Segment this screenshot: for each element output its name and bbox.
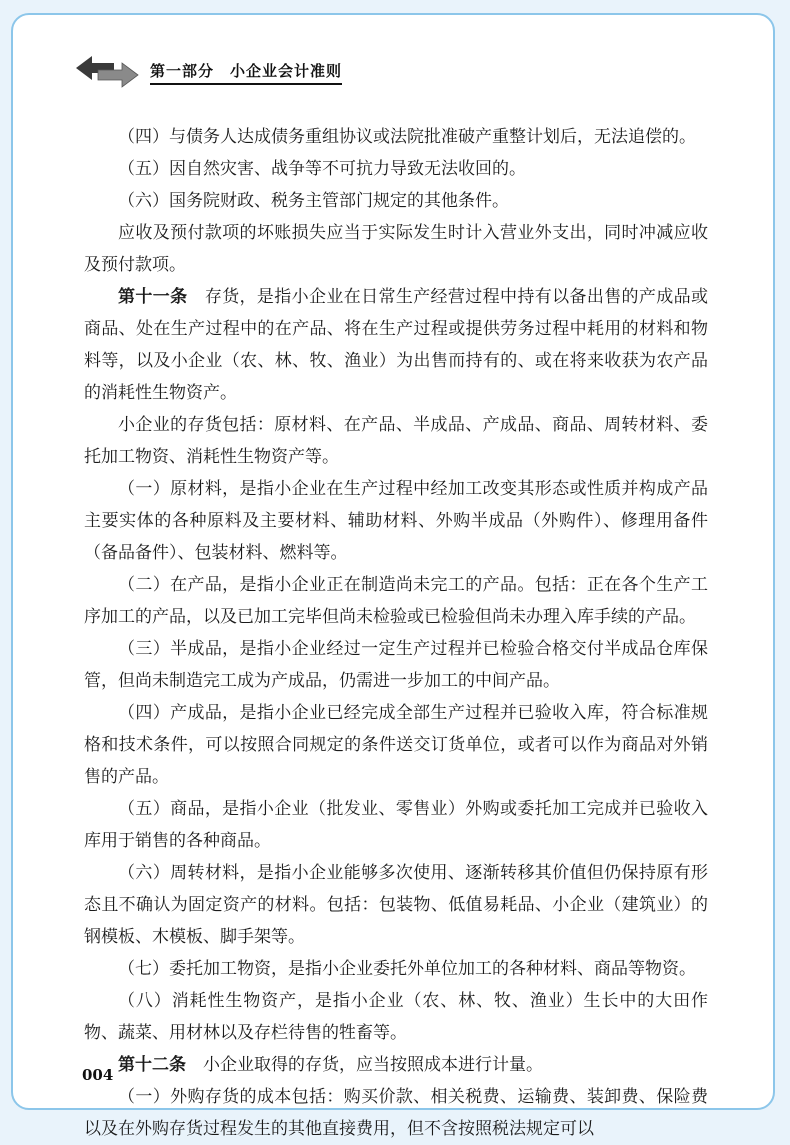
paragraph-text: 存货，是指小企业在日常生产经营过程中持有以备出售的产成品或商品、处在生产过程中的在产品、将在生产过程或提供劳务过程中耗用的材料和物料等，以及小企业（农、林、牧、渔业）为出售而持有的、或在将来收获为农产品的消耗性生物资产。 [84, 287, 709, 403]
paragraph-text: 应收及预付款项的坏账损失应当于实际发生时计入营业外支出，同时冲减应收及预付款项。 [84, 223, 708, 275]
paragraph [84, 217, 708, 281]
paragraph-text: 小企业的存货包括：原材料、在产品、半成品、产成品、商品、周转材料、委托加工物资、消耗性生物资产等。 [84, 415, 708, 467]
paragraph-text: （一）外购存货的成本包括：购买价款、相关税费、运输费、装卸费、保险费以及在外购存货过程发生的其他直接费用，但不含按照税法规定可以 [84, 1087, 708, 1139]
article-number: 第十二条 [118, 1055, 186, 1075]
paragraph-text: 小企业取得的存货，应当按照成本进行计量。 [186, 1055, 543, 1075]
paragraph [84, 857, 708, 953]
paragraph [84, 409, 708, 473]
paragraph-text: （五）因自然灾害、战争等不可抗力导致无法收回的。 [118, 159, 526, 179]
page-header [72, 52, 342, 92]
double-arrow-icon [72, 53, 142, 91]
page-number: 004 [82, 1066, 114, 1084]
paragraph [84, 633, 708, 697]
paragraph [84, 697, 708, 793]
paragraph-text: （七）委托加工物资，是指小企业委托外单位加工的各种材料、商品等物资。 [118, 959, 696, 979]
paragraph [84, 473, 708, 569]
paragraph-text: （六）国务院财政、税务主管部门规定的其他条件。 [118, 191, 509, 211]
paragraph [84, 153, 708, 185]
paragraph [84, 985, 708, 1049]
paragraph-text: （四）产成品，是指小企业已经完成全部生产过程并已验收入库，符合标准规格和技术条件，可以按照合同规定的条件送交订货单位，或者可以作为商品对外销售的产品。 [84, 703, 708, 787]
section-title: 第一部分 小企业会计准则 [150, 60, 342, 85]
paragraph [84, 793, 708, 857]
paragraph [84, 281, 708, 409]
paragraph [84, 185, 708, 217]
paragraph [84, 121, 708, 153]
paragraph-text: （六）周转材料，是指小企业能够多次使用、逐渐转移其价值但仍保持原有形态且不确认为固定资产的材料。包括：包装物、低值易耗品、小企业（建筑业）的钢模板、木模板、脚手架等。 [84, 863, 708, 947]
paragraph-text: （八）消耗性生物资产，是指小企业（农、林、牧、渔业）生长中的大田作物、蔬菜、用材林以及存栏待售的牲畜等。 [84, 991, 708, 1043]
paragraph [84, 953, 708, 985]
paragraph-text: （一）原材料，是指小企业在生产过程中经加工改变其形态或性质并构成产品主要实体的各种原料及主要材料、辅助材料、外购半成品（外购件）、修理用备件（备品备件）、包装材料、燃料等。 [84, 479, 708, 563]
paragraph [84, 569, 708, 633]
paragraph [84, 1049, 708, 1081]
paragraph-text: （五）商品，是指小企业（批发业、零售业）外购或委托加工完成并已验收入库用于销售的各种商品。 [84, 799, 708, 851]
paragraph [84, 1081, 708, 1145]
article-number: 第十一条 [118, 287, 188, 307]
document-body [84, 121, 708, 1145]
paragraph-text: （二）在产品，是指小企业正在制造尚未完工的产品。包括：正在各个生产工序加工的产品，以及已加工完毕但尚未检验或已检验但尚未办理入库手续的产品。 [84, 575, 708, 627]
paragraph-text: （三）半成品，是指小企业经过一定生产过程并已检验合格交付半成品仓库保管，但尚未制造完工成为产成品，仍需进一步加工的中间产品。 [84, 639, 708, 691]
paragraph-text: （四）与债务人达成债务重组协议或法院批准破产重整计划后，无法追偿的。 [118, 127, 696, 147]
